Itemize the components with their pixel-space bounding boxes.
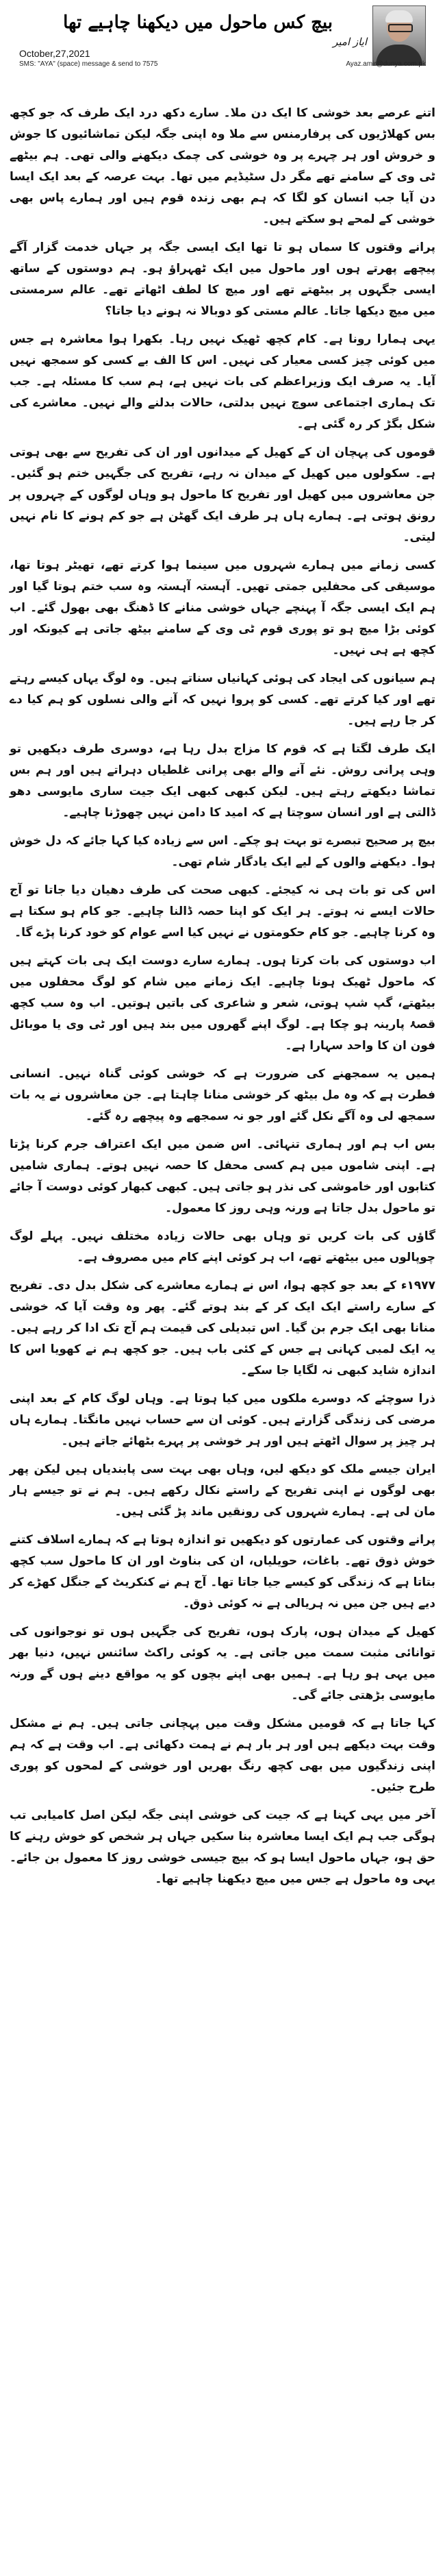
- paragraph: ۱۹۷۷ء کے بعد جو کچھ ہوا، اس نے ہمارے معاشرے کی شکل بدل دی۔ تفریح کے سارے راستے ایک ایک کر کے بند ہوتے گئے۔ پھر وہ وقت آیا کہ خوشی منانا بھی ایک جرم بن گیا۔ اس تبدیلی کی قیمت ہم آج تک ادا کر رہے ہیں۔ یہ ایک لمبی کہانی ہے جس کے کئی باب ہیں۔ جو کچھ ہم نے کھویا اس کا اندازہ شاید کبھی نہ لگایا جا سکے۔: [10, 1279, 435, 1377]
- paragraph: گاؤں کی بات کریں تو وہاں بھی حالات زیادہ مختلف نہیں۔ پہلے لوگ چوپالوں میں بیٹھتے تھے، اب ہر کوئی اپنے کام میں مصروف ہے۔: [10, 1229, 435, 1264]
- paragraph: قوموں کی پہچان ان کے کھیل کے میدانوں اور ان کی تفریح سے بھی ہوتی ہے۔ سکولوں میں کھیل کے میدان نہ رہے، تفریح کی جگہیں ختم ہو گئیں۔ جن معاشروں میں کھیل اور تفریح کا ماحول ہو وہاں لوگوں کے چہروں پر رونق ہوتی ہے۔ ہمارے ہاں ہر طرف ایک گھٹن ہے جو کم ہونے کا نام نہیں لیتی۔: [10, 445, 435, 544]
- paragraph: بیچ پر صحیح تبصرے تو بہت ہو چکے۔ اس سے زیادہ کیا کہا جائے کہ دل خوش ہوا۔ دیکھنے والوں کے لیے ایک یادگار شام تھی۔: [10, 834, 435, 869]
- column-date: October,27,2021: [19, 48, 90, 59]
- paragraph: اتنے عرصے بعد خوشی کا ایک دن ملا۔ سارے دکھ درد ایک طرف کہ جو کچھ بس کھلاڑیوں کی پرفارمنس سے ملا وہ اپنی جگہ لیکن تماشائیوں کا جوش و خروش اور ہر چہرے پر وہ خوشی کی چمک دیکھنے والی تھی۔ ہم بیٹھے ٹی وی کے سامنے تھے مگر دل سٹیڈیم میں تھا۔ بہت عرصہ کے بعد ایک ایسا دن آیا جب انسان کو لگا کہ ہم بھی زندہ قوم ہیں اور ہمارے پاس بھی خوشی کے لمحے ہو سکتے ہیں۔: [10, 106, 435, 226]
- author-signature: ایاز امیر: [333, 36, 367, 48]
- column-title: بیچ کس ماحول میں دیکھنا چاہیے تھا: [63, 12, 333, 33]
- paragraph: اب دوستوں کی بات کرتا ہوں۔ ہمارے سارے دوست ایک ہی بات کہتے ہیں کہ ماحول ٹھیک ہونا چاہیے۔ ایک زمانے میں شام کو لوگ محفلوں میں بیٹھتے، گپ شپ ہوتی، شعر و شاعری کی باتیں ہوتیں۔ اب وہ سب کچھ قصۂ پارینہ ہو چکا ہے۔ لوگ اپنے گھروں میں بند ہیں اور ٹی وی یا موبائل فون ان کا واحد سہارا ہے۔: [10, 954, 435, 1053]
- paragraph: ایران جیسے ملک کو دیکھ لیں، وہاں بھی بہت سی پابندیاں ہیں لیکن پھر بھی لوگوں نے اپنی تفریح کے راستے نکال رکھے ہیں۔ ہم نے تو جیسے ہار مان لی ہے۔ ہمارے شہروں کی رونقیں ماند پڑ گئی ہیں۔: [10, 1462, 435, 1519]
- author-email: Ayaz.amir@dunya.com.pk: [346, 60, 426, 68]
- sms-info: SMS: "AYA" (space) message & send to 7575: [19, 60, 158, 68]
- paragraph: اس کی تو بات ہی نہ کیجئے۔ کبھی صحت کی طرف دھیان دیا جاتا تو آج حالات ایسے نہ ہوتے۔ ہر ایک کو اپنا حصہ ڈالنا چاہیے۔ جو کام ہو سکتا ہے وہ کرنا چاہیے۔ جو کام حکومتوں نے نہیں کیا اسے عوام کو خود کرنا پڑے گا۔: [10, 883, 435, 940]
- paragraph: کہا جاتا ہے کہ قومیں مشکل وقت میں پہچانی جاتی ہیں۔ ہم نے مشکل وقت بہت دیکھے ہیں اور ہر بار ہم نے ہمت دکھائی ہے۔ اب وقت ہے کہ ہم اپنی زندگیوں میں بھی کچھ رنگ بھریں اور خوشی کے لمحوں کو پوری طرح جئیں۔: [10, 1717, 435, 1794]
- paragraph: ہمیں یہ سمجھنے کی ضرورت ہے کہ خوشی کوئی گناہ نہیں۔ انسانی فطرت ہے کہ وہ مل بیٹھ کر خوشی منانا چاہتا ہے۔ جن معاشروں نے یہ بات سمجھ لی وہ آگے نکل گئے اور جو نہ سمجھے وہ پیچھے رہ گئے۔: [10, 1067, 435, 1123]
- paragraph: پرانے وقتوں کا سماں ہو تا تھا ایک ایسی جگہ پر جہاں خدمت گزار آگے پیچھے پھرتے ہوں اور ماحول میں ایک ٹھہراؤ ہو۔ ہم دوستوں کے ساتھ ایسی جگہوں پر بیٹھتے تھے اور میچ کا لطف اٹھاتے تھے۔ عالم سرمستی میں میچ دیکھا جاتا۔ عالم مستی کو دوبالا نہ ہونے دیا جاتا؟: [10, 241, 435, 318]
- column-header: [10, 0, 435, 103]
- paragraph: ہم سیانوں کی ایجاد کی ہوئی کہانیاں سناتے ہیں۔ وہ لوگ یہاں کیسے رہتے تھے اور کیا کرتے تھے۔ کسی کو پروا نہیں کہ آنے والی نسلوں کو ہم کیا دے کر جا رہے ہیں۔: [10, 672, 435, 728]
- contact-bar: [19, 60, 426, 68]
- author-portrait: [372, 5, 426, 66]
- article-body: [10, 103, 435, 1890]
- paragraph: پرانے وقتوں کی عمارتوں کو دیکھیں تو اندازہ ہوتا ہے کہ ہمارے اسلاف کتنے خوش ذوق تھے۔ باغات، حویلیاں، ان کی بناوٹ اور ان کا ماحول سب کچھ بتاتا ہے کہ زندگی کو کیسے جیا جاتا تھا۔ آج ہم نے کنکریٹ کے جنگل کھڑے کر دیے ہیں جن میں نہ ہریالی ہے نہ کوئی ذوق۔: [10, 1533, 435, 1610]
- paragraph: یہی ہمارا رونا ہے۔ کام کچھ ٹھیک نہیں رہا۔ بکھرا ہوا معاشرہ ہے جس میں کوئی چیز کسی معیار کی نہیں۔ اس کا الف بے کسی کو سمجھ نہیں آیا۔ یہ صرف ایک وزیراعظم کی بات نہیں ہے، ہم سب کا مسئلہ ہے۔ جب تک ہماری اجتماعی سوچ نہیں بدلتی، حالات بدلنے والے نہیں۔ معاشرے کی شکل بگڑ کر رہ گئی ہے۔: [10, 332, 435, 431]
- paragraph: ذرا سوچئے کہ دوسرے ملکوں میں کیا ہوتا ہے۔ وہاں لوگ کام کے بعد اپنی مرضی کی زندگی گزارتے ہیں۔ کوئی ان سے حساب نہیں مانگتا۔ ہمارے ہاں ہر چیز پر سوال اٹھتے ہیں اور ہر خوشی پر پہرے بٹھائے جاتے ہیں۔: [10, 1392, 435, 1448]
- paragraph: ایک طرف لگتا ہے کہ قوم کا مزاج بدل رہا ہے، دوسری طرف دیکھیں تو وہی پرانی روش۔ نئے آنے والے بھی پرانی غلطیاں دہراتے ہیں اور ہم بس تماشا دیکھتے رہتے ہیں۔ لیکن کبھی کبھی ایک جیت ساری مایوسی دھو ڈالتی ہے اور انسان سوچتا ہے کہ امید کا دامن نہیں چھوڑنا چاہیے۔: [10, 742, 435, 820]
- paragraph: بس اب ہم اور ہماری تنہائی۔ اس ضمن میں ایک اعتراف جرم کرنا پڑتا ہے۔ اپنی شاموں میں ہم کسی محفل کا حصہ نہیں ہوتے۔ ہماری شامیں کتابوں اور خاموشی کی نذر ہو جاتی ہیں۔ کبھی کبھار کوئی دوست آ جائے تو ماحول بدل جاتا ہے ورنہ وہی روز کا معمول۔: [10, 1138, 435, 1215]
- paragraph: آخر میں یہی کہنا ہے کہ جیت کی خوشی اپنی جگہ لیکن اصل کامیابی تب ہوگی جب ہم ایک ایسا معاشرہ بنا سکیں جہاں ہر شخص کو خوش رہنے کا حق ہو، جہاں ماحول ایسا ہو کہ بیچ جیسی خوشی روز کا معمول بن جائے۔ یہی وہ ماحول ہے جس میں میچ دیکھنا چاہیے تھا۔: [10, 1808, 435, 1886]
- paragraph: کھیل کے میدان ہوں، پارک ہوں، تفریح کی جگہیں ہوں تو نوجوانوں کی توانائی مثبت سمت میں جاتی ہے۔ یہ کوئی راکٹ سائنس نہیں، دنیا بھر میں یہی ہو رہا ہے۔ ہمیں بھی اپنے بچوں کو یہ مواقع دینے ہوں گے ورنہ مایوسی بڑھتی جائے گی۔: [10, 1625, 435, 1702]
- paragraph: کسی زمانے میں ہمارے شہروں میں سینما ہوا کرتے تھے، تھیٹر ہوتا تھا، موسیقی کی محفلیں جمتی تھیں۔ آہستہ آہستہ وہ سب ختم ہوتا گیا اور ہم ایک ایسی جگہ آ پہنچے جہاں خوشی منانے کا ڈھنگ بھی بھول گئے۔ اب کوئی بڑا میچ ہو تو پوری قوم ٹی وی کے سامنے بیٹھ جاتی ہے کیونکہ اور کچھ ہے ہی نہیں۔: [10, 559, 435, 657]
